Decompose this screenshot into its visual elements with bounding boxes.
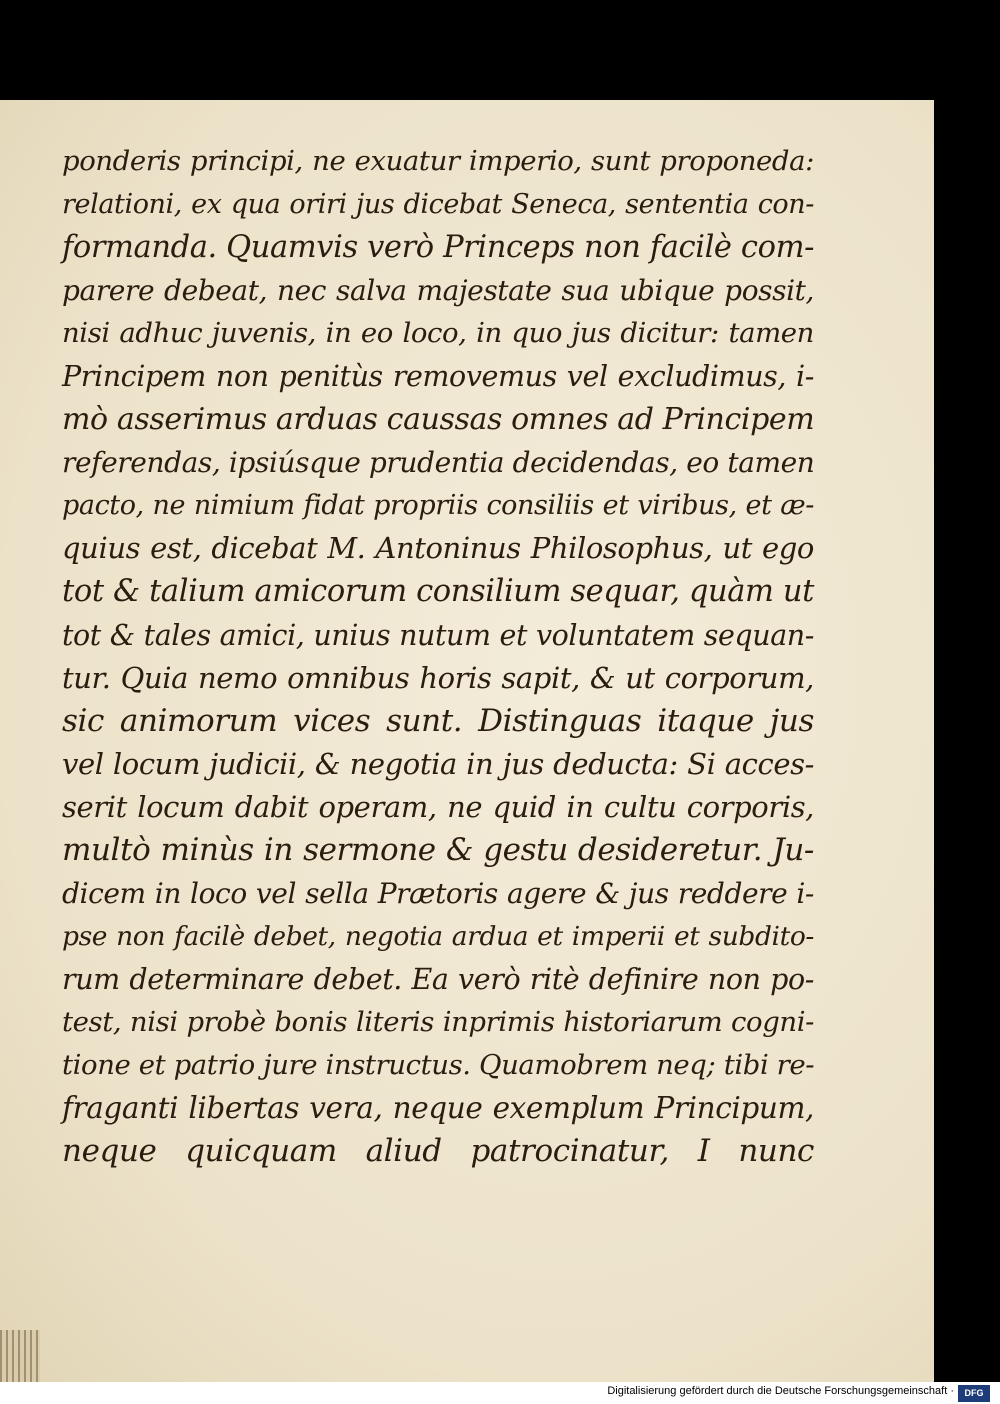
text-line: Principem non penitùs removemus vel excludimus, i- [62,360,814,394]
page-edge-shadow [0,1330,40,1382]
text-line: ponderis principi, ne exuatur imperio, sunt proponeda: [62,145,814,177]
text-line: pse non facilè debet, negotia ardua et imperii et subdito- [62,920,814,952]
text-line: pacto, ne nimium fidat propriis consiliis et viribus, et æ- [62,490,814,522]
text-line: fraganti libertas vera, neque exemplum Principum, [62,1091,814,1126]
text-line: sic animorum vices sunt. Distinguas itaque jus [62,702,814,739]
text-line: relationi, ex qua oriri jus dicebat Seneca, sententia con- [62,189,814,221]
text-line: tot & tales amici, unius nutum et voluntatem sequan- [62,618,814,652]
text-line: serit locum dabit operam, ne quid in cultu corporis, [62,789,814,824]
text-line: neque quicquam aliud patrocinatur, I nunc [62,1133,814,1170]
text-line: quius est, dicebat M. Antoninus Philosophus, ut ego [62,531,814,566]
text-line: parere debeat, nec salva majestate sua ubique possit, [62,274,814,308]
funding-credit: Digitalisierung gefördert durch die Deutsche Forschungsgemeinschaft · [607,1385,954,1397]
text-line: rum determinare debet. Ea verò ritè definire non po- [62,962,814,996]
text-line: nisi adhuc juvenis, in eo loco, in quo jus dicitur: tamen [62,317,814,350]
footer-bar [0,1382,1000,1404]
text-line: tur. Quia nemo omnibus horis sapit, & ut corporum, [62,660,814,695]
dfg-logo[interactable]: DFG [958,1385,990,1402]
text-line: multò minùs in sermone & gestu desideretur. Ju- [62,831,814,868]
text-line: tione et patrio jure instructus. Quamobrem neq; tibi re- [62,1048,815,1081]
text-line: dicem in loco vel sella Prætoris agere & jus reddere i- [62,876,814,910]
text-line: mò asserimus arduas caussas omnes ad Principem [62,402,815,438]
text-line: vel locum judicii, & negotia in jus deducta: Si acces- [62,746,814,781]
text-line: tot & talium amicorum consilium sequar, quàm ut [62,574,814,610]
text-line: formanda. Quamvis verò Princeps non facilè com- [62,230,814,266]
body-text [62,140,814,1173]
text-line: referendas, ipsiúsque prudentia decidendas, eo tamen [62,446,815,480]
text-line: test, nisi probè bonis literis inprimis historiarum cogni- [62,1005,814,1038]
